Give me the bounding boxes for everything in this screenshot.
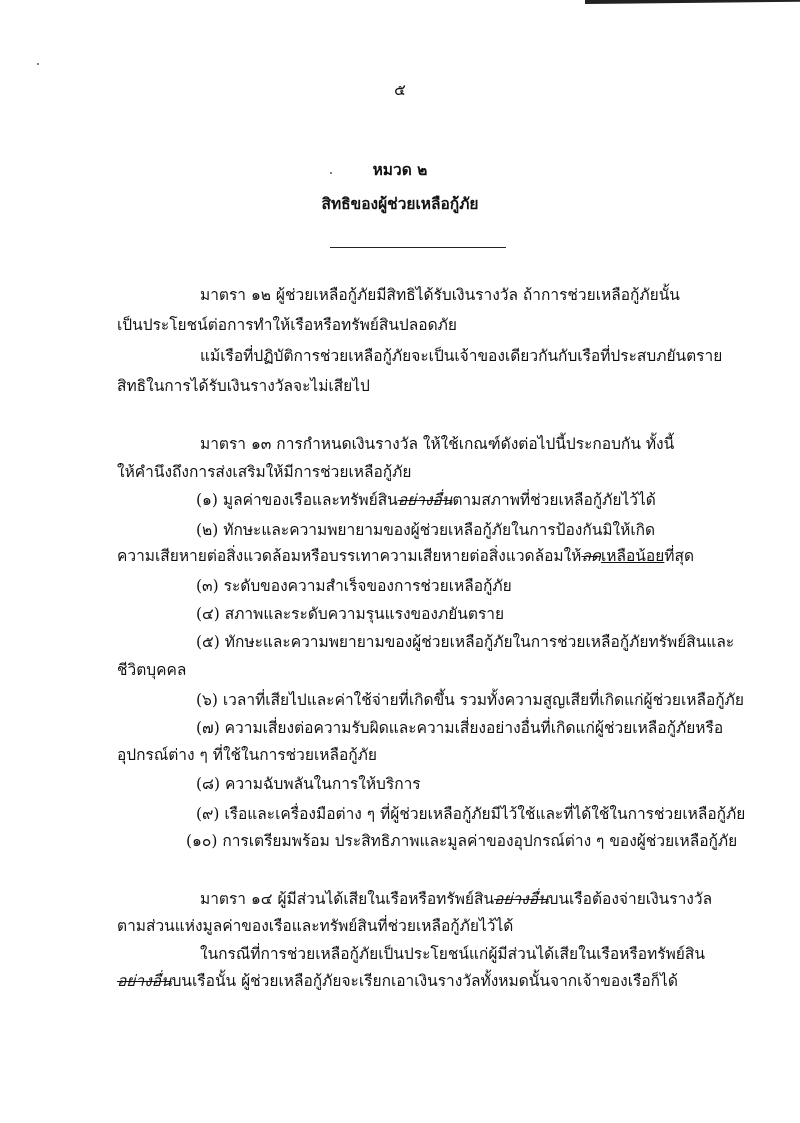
inserted-text: เหลือน้อย xyxy=(600,547,665,565)
section13-item2-line1: (๒) ทักษะและความพยายามของผู้ช่วยเหลือกู้ภัยในการป้องกันมิให้เกิด xyxy=(196,521,656,539)
chapter-heading: หมวด ๒ xyxy=(372,160,428,179)
section13-item2-line2: ความเสียหายต่อสิ่งแวดล้อมหรือบรรเทาความเสียหายต่อสิ่งแวดล้อมให้ลดเหลือน้อยที่สุด xyxy=(117,547,695,565)
section14-line3: ในกรณีที่การช่วยเหลือกู้ภัยเป็นประโยชน์แก่ผู้มีส่วนได้เสียในเรือหรือทรัพย์สิน xyxy=(200,945,705,963)
section12-line3: แม้เรือที่ปฏิบัติการช่วยเหลือกู้ภัยจะเป็นเจ้าของเดียวกันกับเรือที่ประสบภยันตราย xyxy=(200,347,723,365)
section12-line4: สิทธิในการได้รับเงินรางวัลจะไม่เสียไป xyxy=(117,377,370,395)
struck-text: ลด xyxy=(581,547,601,565)
scan-edge-mark xyxy=(585,0,800,4)
struck-text: อย่างอื่น xyxy=(117,972,172,990)
section13-item7-line1: (๗) ความเสี่ยงต่อความรับผิดและความเสี่ยงอย่างอื่นที่เกิดแก่ผู้ช่วยเหลือกู้ภัยหรือ xyxy=(196,719,724,737)
section14-line2: ตามส่วนแห่งมูลค่าของเรือและทรัพย์สินที่ช่วยเหลือกู้ภัยไว้ได้ xyxy=(117,917,514,935)
section13-item1: (๑) มูลค่าของเรือและทรัพย์สินอย่างอื่นตามสภาพที่ช่วยเหลือกู้ภัยไว้ได้ xyxy=(196,491,656,509)
section13-item8: (๘) ความฉับพลันในการให้บริการ xyxy=(196,775,421,793)
section13-item9: (๙) เรือและเครื่องมือต่าง ๆ ที่ผู้ช่วยเหลือกู้ภัยมีไว้ใช้และที่ได้ใช้ในการช่วยเหลือกู้ภัย xyxy=(196,805,746,823)
section13-item6: (๖) เวลาที่เสียไปและค่าใช้จ่ายที่เกิดขึ้น รวมทั้งความสูญเสียที่เกิดแก่ผู้ช่วยเหลือกู้ภัย xyxy=(196,691,744,709)
section13-item5-line1: (๕) ทักษะและความพยายามของผู้ช่วยเหลือกู้ภัยในการช่วยเหลือกู้ภัยทรัพย์สินและ xyxy=(196,633,735,651)
section13-line2: ให้คำนึงถึงการส่งเสริมให้มีการช่วยเหลือกู้ภัย xyxy=(117,463,412,481)
section14-line1: มาตรา ๑๔ ผู้มีส่วนได้เสียในเรือหรือทรัพย์สินอย่างอื่นบนเรือต้องจ่ายเงินรางวัล xyxy=(200,890,713,908)
struck-text: อย่างอื่น xyxy=(397,491,453,509)
page-number: ๕ xyxy=(394,81,406,99)
section12-line1: มาตรา ๑๒ ผู้ช่วยเหลือกู้ภัยมีสิทธิได้รับเงินรางวัล ถ้าการช่วยเหลือกู้ภัยนั้น xyxy=(200,286,680,304)
title-divider xyxy=(330,247,506,248)
section13-item4: (๔) สภาพและระดับความรุนแรงของภยันตราย xyxy=(196,605,505,623)
section14-line4: อย่างอื่นบนเรือนั้น ผู้ช่วยเหลือกู้ภัยจะเรียกเอาเงินรางวัลทั้งหมดนั้นจากเจ้าของเรือก็ได้ xyxy=(117,972,678,990)
scan-speck xyxy=(37,63,39,65)
section13-item5-line2: ชีวิตบุคคล xyxy=(117,661,187,679)
chapter-title: สิทธิของผู้ช่วยเหลือกู้ภัย xyxy=(321,194,479,213)
section13-item3: (๓) ระดับของความสำเร็จของการช่วยเหลือกู้ภัย xyxy=(196,577,512,595)
struck-text: อย่างอื่น xyxy=(494,890,549,908)
section13-line1: มาตรา ๑๓ การกำหนดเงินรางวัล ให้ใช้เกณฑ์ดังต่อไปนี้ประกอบกัน ทั้งนี้ xyxy=(200,435,675,453)
section13-item7-line2: อุปกรณ์ต่าง ๆ ที่ใช้ในการช่วยเหลือกู้ภัย xyxy=(117,746,377,764)
section13-item10: (๑๐) การเตรียมพร้อม ประสิทธิภาพและมูลค่าของอุปกรณ์ต่าง ๆ ของผู้ช่วยเหลือกู้ภัย xyxy=(186,832,738,850)
section12-line2: เป็นประโยชน์ต่อการทำให้เรือหรือทรัพย์สินปลอดภัย xyxy=(117,316,457,334)
